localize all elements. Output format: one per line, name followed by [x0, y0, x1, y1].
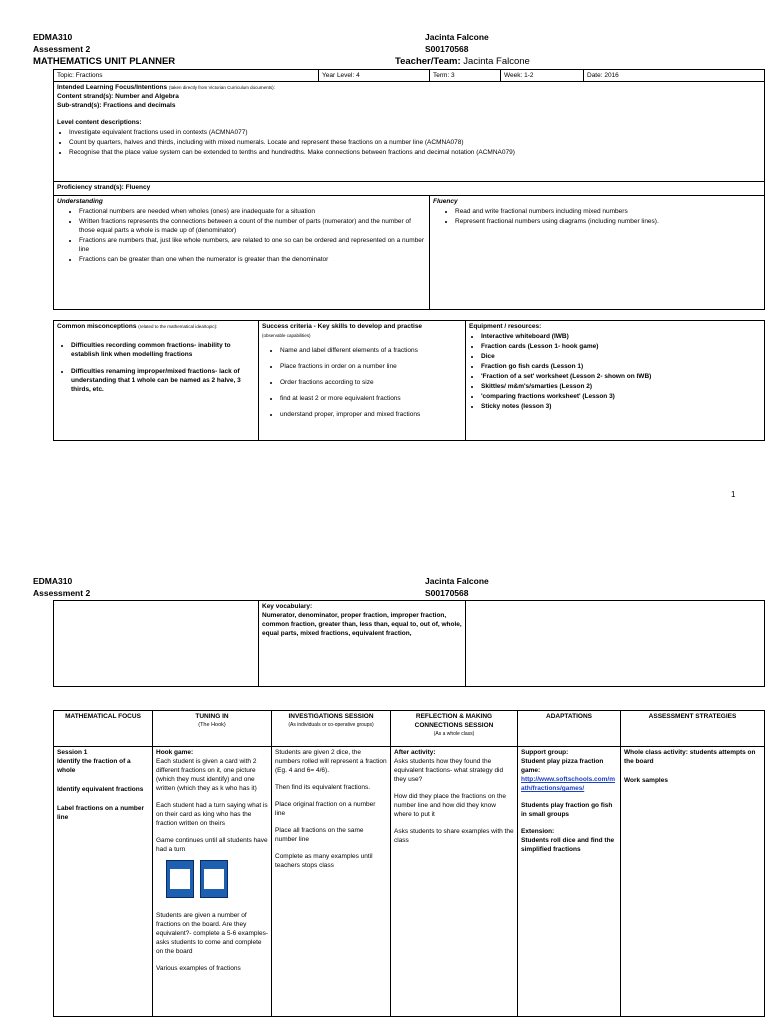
list-item: • Recognise that the place value system can be extended to tenths and hundredths. Make connections between fractions and decimal notation (ACMNA079): [69, 148, 761, 157]
investigation-item: Place all fractions on the same number line: [275, 827, 364, 843]
equipment-list: [469, 332, 761, 411]
equipment-cell: [466, 321, 765, 441]
col-tuning-label: TUNING IN: [195, 713, 229, 720]
list-item: • understand proper, improper and mixed fractions: [280, 410, 462, 419]
col-tuning: [153, 711, 272, 747]
assessment-item: Work samples: [624, 777, 668, 784]
list-item: • find at least 2 or more equivalent fractions: [280, 394, 462, 403]
intentions-heading-text: Intended Learning Focus/Intentions: [57, 84, 168, 91]
year-cell: Year Level: 4: [319, 70, 430, 82]
topic-cell: Topic: Fractions: [54, 70, 319, 82]
session-title: Session 1: [57, 749, 88, 756]
col-tuning-sub: (The Hook): [198, 722, 226, 728]
misconceptions-cell: [54, 321, 259, 441]
learning-intentions: [54, 82, 765, 182]
investigation-item: Place original fraction on a number line: [275, 801, 376, 817]
tuning-item: Various examples of fractions: [156, 965, 241, 972]
list-item: • 'Fraction of a set' worksheet (Lesson 2- shown on IWB): [481, 372, 761, 381]
focus-item: Identify equivalent fractions: [57, 786, 144, 793]
session-plan-table: [53, 710, 765, 1017]
list-item: • Fractions can be greater than one when the numerator is greater than the denominator: [79, 255, 426, 264]
resources-table: [53, 320, 765, 441]
list-item: • Read and write fractional numbers including mixed numbers: [455, 207, 761, 216]
teacher-name: Jacinta Falcone: [463, 56, 530, 67]
list-item: • Difficulties recording common fractions- inability to establish link when modelling fractions: [71, 341, 255, 359]
list-item: • Represent fractional numbers using diagrams (including number lines).: [455, 217, 761, 226]
author-name-p2: Jacinta Falcone: [425, 576, 489, 586]
session1-adaptations: [518, 747, 621, 1017]
focus-item: Identify the fraction of a whole: [57, 758, 131, 774]
success-criteria-cell: [259, 321, 466, 441]
content-strand: Content strand(s): Number and Algebra: [57, 93, 179, 100]
misconceptions-note: (related to the mathematical idea/topic):: [138, 324, 218, 329]
list-item: • 'comparing fractions worksheet' (Lesson 3): [481, 392, 761, 401]
teacher-line: [395, 56, 530, 67]
col-focus-label: MATHEMATICAL FOCUS: [65, 713, 141, 720]
investigation-item: Then find its equivalent fractions.: [275, 784, 371, 791]
misconceptions-heading-text: Common misconceptions: [57, 323, 137, 330]
assessment-label-p2: Assessment 2: [33, 588, 91, 598]
term-cell: Term: 3: [430, 70, 501, 82]
focus-item: Label fractions on a number line: [57, 805, 145, 821]
col-reflection: [391, 711, 518, 747]
intentions-heading-note: (taken directly from Victorian Curriculum documents):: [168, 85, 275, 90]
col-reflection-sub: (As a whole class): [433, 731, 475, 737]
session1-reflection: [391, 747, 518, 1017]
vocab-right-empty: [466, 601, 765, 687]
col-assessment-label: ASSESSMENT STRATEGIES: [648, 713, 737, 720]
col-investigations-sub: (As individuals or co-operative groups): [288, 722, 374, 728]
vocab-cell: [259, 601, 466, 687]
extension-text: Students roll dice and find the simplified fractions: [521, 837, 615, 853]
session1-focus: [54, 747, 153, 1017]
page-number: 1: [731, 490, 736, 499]
fluency-cell: [430, 196, 765, 310]
reflection-item: Asks students to share examples with the class: [394, 828, 514, 844]
investigation-item: Students are given 2 dice, the numbers rolled will represent a fraction (Eg. 4 and 6= 4/6).: [275, 749, 387, 774]
support-text: Student play pizza fraction game:: [521, 758, 604, 774]
level-list: [57, 128, 761, 157]
fraction-card-image: [166, 860, 194, 898]
unit-planner-table: [53, 69, 765, 310]
fraction-card-image: [200, 860, 228, 898]
investigation-item: Complete as many examples until teachers stops class: [275, 853, 373, 869]
support-heading: Support group:: [521, 749, 569, 756]
col-assessment: [621, 711, 765, 747]
list-item: • Fractions are numbers that, just like whole numbers, are related to one so can be ordered and represented on a number line: [79, 236, 426, 254]
session1-assessment: [621, 747, 765, 1017]
level-heading: Level content descriptions:: [57, 119, 142, 126]
reflection-heading: After activity:: [394, 749, 436, 756]
list-item: • Sticky notes (lesson 3): [481, 402, 761, 411]
vocab-table: [53, 600, 765, 687]
extension-heading: Extension:: [521, 828, 555, 835]
student-id: S00170568: [425, 44, 469, 54]
col-investigations-label: INVESTIGATIONS SESSION: [288, 713, 374, 720]
list-item: • Written fractions represents the connections between a count of the number of parts (numerator) and the number of those equal parts a whole is made up of (denominator): [79, 217, 426, 235]
fluency-list: [433, 207, 761, 226]
understanding-cell: [54, 196, 430, 310]
page-title: MATHEMATICS UNIT PLANNER: [33, 56, 176, 67]
col-adaptations: [518, 711, 621, 747]
assessment-label: Assessment 2: [33, 44, 91, 54]
tuning-item: Students are given a number of fractions on the board. Are they equivalent?- complete a 5-6 examples- asks students to come and complete on the board: [156, 912, 269, 955]
understanding-heading: Understanding: [57, 198, 103, 205]
list-item: • Fraction cards (Lesson 1- hook game): [481, 342, 761, 351]
course-code: EDMA310: [33, 32, 73, 42]
session1-tuning: [153, 747, 272, 1017]
list-item: • Place fractions in order on a number line: [280, 362, 462, 371]
intentions-heading: [57, 83, 761, 92]
course-code-p2: EDMA310: [33, 576, 73, 586]
author-name: Jacinta Falcone: [425, 32, 489, 42]
reflection-item: Asks students how they found the equivalent fractions- what strategy did they use?: [394, 758, 504, 783]
list-item: • Difficulties renaming improper/mixed fractions- lack of understanding that 1 whole can be named as 2 halve, 3 thirds, etc.: [71, 367, 255, 394]
col-investigations: [272, 711, 391, 747]
tuning-item: Each student is given a card with 2 different fractions on it, one picture (which they must identify) and one written (which they as k who has it): [156, 758, 257, 792]
list-item: • Dice: [481, 352, 761, 361]
list-item: • Order fractions according to size: [280, 378, 462, 387]
week-cell: Week: 1-2: [501, 70, 584, 82]
success-note: (observable capabilities): [262, 333, 311, 338]
list-item: • Name and label different elements of a fractions: [280, 346, 462, 355]
list-item: • Count by quarters, halves and thirds, including with mixed numerals. Locate and represent these fractions on a number line (ACMNA078): [69, 138, 761, 147]
tuning-item: Each student had a turn saying what is on their card as king who has the fraction written on theirs: [156, 802, 268, 827]
list-item: • Skittles/ m&m's/smarties (Lesson 2): [481, 382, 761, 391]
hook-heading: Hook game:: [156, 749, 194, 756]
misconceptions-list: [57, 341, 255, 394]
session1-investigations: [272, 747, 391, 1017]
student-id-p2: S00170568: [425, 588, 469, 598]
success-list: [262, 346, 462, 419]
proficiency-strand: Proficiency strand(s): Fluency: [54, 182, 765, 196]
date-cell: Date: 2016: [584, 70, 765, 82]
col-adaptations-label: ADAPTATIONS: [546, 713, 592, 720]
understanding-list: [57, 207, 426, 264]
sub-strand: Sub-strand(s): Fractions and decimals: [57, 102, 176, 109]
list-item: • Interactive whiteboard (IWB): [481, 332, 761, 341]
list-item: • Fractional numbers are needed when wholes (ones) are inadequate for a situation: [79, 207, 426, 216]
tuning-item: Game continues until all students have had a turn: [156, 837, 268, 853]
success-heading: Success criteria - Key skills to develop and practise: [262, 323, 423, 330]
teacher-label: Teacher/Team:: [395, 56, 461, 67]
vocab-left-empty: [54, 601, 259, 687]
vocab-text: Numerator, denominator, proper fraction, improper fraction, common fraction, greater than, less than, equal to, out of, whole, equal parts, mixed fractions, equivalent fraction,: [262, 612, 462, 637]
support-text: Students play fraction go fish in small groups: [521, 802, 613, 818]
list-item: • Investigate equivalent fractions used in contexts (ACMNA077): [69, 128, 761, 137]
reflection-item: How did they place the fractions on the number line and how did they know where to put it: [394, 793, 507, 818]
fluency-heading: Fluency: [433, 198, 458, 205]
vocab-heading: Key vocabulary:: [262, 603, 313, 610]
col-reflection-label: REFLECTION & MAKING CONNECTIONS SESSION: [414, 713, 494, 729]
list-item: • Fraction go fish cards (Lesson 1): [481, 362, 761, 371]
fraction-card-images: [166, 860, 268, 901]
game-link[interactable]: http://www.softschools.com/math/fractions/games/: [521, 776, 616, 792]
col-focus: [54, 711, 153, 747]
equipment-heading: Equipment / resources:: [469, 323, 542, 330]
misconceptions-heading: [57, 322, 255, 331]
assessment-item: Whole class activity: students attempts on the board: [624, 749, 756, 765]
